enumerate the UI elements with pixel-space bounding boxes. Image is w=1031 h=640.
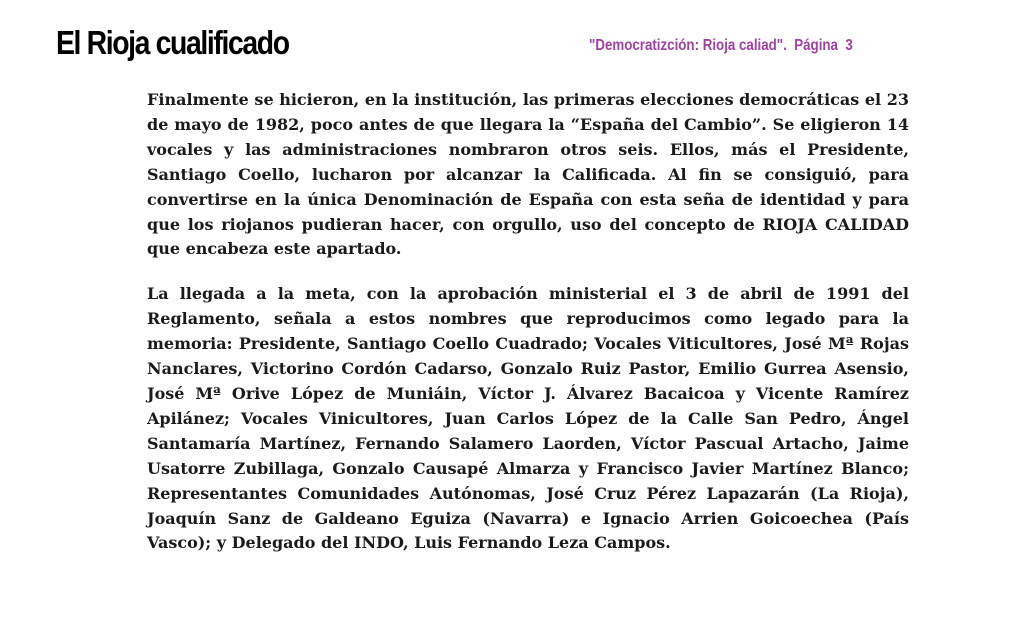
- article-paragraph: Finalmente se hicieron, en la institución, las primeras elecciones democráticas el 23 de mayo de 1982, poco antes de que llegara la “España del Cambio”. Se eligieron 14 vocales y las administraciones nombraron otros seis. Ellos, más el Presidente, Santiago Coello, lucharon por alcanzar la Calificada. Al fin se consiguió, para convertirse en la única Denominación de España con esta seña de identidad y para que los riojanos pudieran hacer, con orgullo, uso del concepto de RIOJA CALIDAD que encabeza este apartado.: [147, 90, 909, 259]
- article-paragraph: La llegada a la meta, con la aprobación ministerial el 3 de abril de 1991 del Reglamento, señala a estos nombres que reproducimos como legado para la memoria: Presidente, Santiago Coello Cuadrado; Vocales Viticultores, José Mª Rojas Nanclares, Victorino Cordón Cadarso, Gonzalo Ruiz Pastor, Emilio Gurrea Asensio, José Mª Orive López de Muniáin, Víctor J. Álvarez Bacaicoa y Vicente Ramírez Apilánez; Vocales Vinicultores, Juan Carlos López de la Calle San Pedro, Ángel Santamaría Martínez, Fernando Salamero Laorden, Víctor Pascual Artacho, Jaime Usatorre Zubillaga, Gonzalo Causapé Almarza y Francisco Javier Martínez Blanco; Representantes Comunidades Autónomas, José Cruz Pérez Lapazarán (La Rioja), Joaquín Sanz de Galdeano Eguiza (Navarra) e Ignacio Arrien Goicoechea (País Vasco); y Delegado del INDO, Luis Fernando Leza Campos.: [147, 284, 909, 553]
- article-body: [147, 88, 909, 556]
- page-label: Página: [794, 37, 838, 54]
- page-title: El Rioja cualificado: [56, 24, 289, 61]
- section-note: "Democratizción: Rioja caliad".: [589, 37, 787, 54]
- page-number: 3: [845, 37, 853, 54]
- section-header-note: [589, 38, 853, 54]
